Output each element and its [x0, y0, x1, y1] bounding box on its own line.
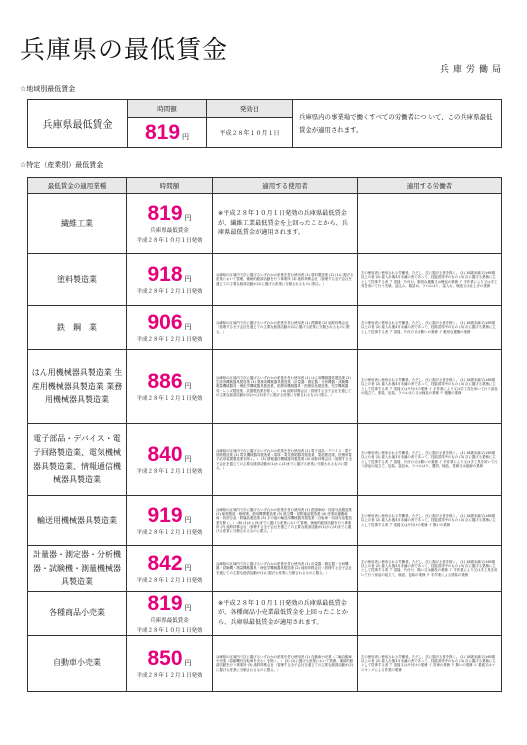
wage-amount: 886 [147, 370, 183, 393]
table-row [28, 350, 502, 424]
effective-date: 平成２８年１２月１日発効 [136, 396, 203, 402]
effective-date: 平成２８年１２月１日発効 [136, 289, 203, 295]
worker-scope: 左の使用者に使用される労働者。ただし、次に掲げる者を除く。 (1) 18歳未満又は65歳以上の者 (2) 雇入れ後3月未満の者であって、技能習得中のもの (3) 次に掲げる業務に主として従事する者 ア 清掃、片付け又は賄いの業務 イ 手作業により又は手工具を用いて行う部品の組立て、包装、袋詰め、ラベルはり、選別、検品、巻線又は組線の業務 [358, 424, 502, 496]
effective-date: 平成２８年１２月１日発効 [136, 672, 203, 679]
table-row [28, 635, 502, 691]
header-industry: 最低賃金の適用業種 [28, 178, 127, 194]
wage-cell [127, 194, 213, 254]
regional-wage-cell [128, 118, 207, 148]
worker-scope: 左の使用者に使用される労働者。ただし、次に掲げる者を除く。 (1) 18歳未満又は65歳以上の者 (2) 雇入れ後3月未満の者であって、技能習得中のもの (3) 次に掲げる業務に主として従事する者 ア 清掃、片付け、軽易な運搬又は梱包の業務 イ 手作業により又は手工具を用いて行う充填、詰込み、箱詰め、ラベルはり、袋入れ、検査又は仕上げの業務 [358, 254, 502, 306]
industry-name: はん用機械器具製造業 生産用機械器具製造業 業務用機械器具製造業 [28, 350, 127, 424]
wage-basis: 兵庫県最低賃金 [150, 617, 189, 624]
industry-name: 各種商品小売業 [28, 591, 127, 635]
employer-scope: 兵庫県の区域内で次に掲げるいずれかの産業を営む使用者 (1) 鉄鋼業 (2) 純粋持株会社（管理する全子会社を通じての主要な経済活動が(1)に掲げる産業に分類されるものに限る。） [213, 306, 358, 350]
industry-name: 輸送用機械器具製造業 [28, 496, 127, 546]
yen-unit: 円 [184, 517, 192, 524]
wage-basis: 兵庫県最低賃金 [150, 228, 189, 234]
wage-amount: 819 [147, 591, 183, 615]
wage-amount: 840 [147, 443, 183, 466]
regional-wage-amount: 819 [144, 121, 181, 144]
wage-cell [127, 306, 213, 350]
effective-date: 平成２８年１２月１日発効 [136, 469, 203, 475]
table-row [28, 496, 502, 546]
yen-unit: 円 [184, 564, 192, 572]
yen-unit: 円 [184, 383, 192, 390]
header-wage: 時間額 [127, 178, 213, 194]
employer-scope: 兵庫県の区域内で次に掲げるいずれかの産業を営む使用者 (1) 鉄道車両・同部分品製造業 (2) 船舶製造・修理業、舶用機関製造業 (3) 航空機・同附属品製造業 (4) 産業用運搬車両・同部分品・附属品製造業 (5) その他の輸送用機械器具製造業（自転車・同部分品製造業を除く。） (6) (1)から(5)までに掲げる産業において管理、補助的経済活動を行う事業所 (7) 純粋持株会社（管理する全子会社を通じての主要な経済活動が(1)から(5)までに掲げる産業に分類されるものに限る。） [213, 496, 358, 546]
effective-date: 平成２８年１０月１日発効 [136, 627, 203, 634]
wage-cell [127, 635, 213, 691]
wage-amount: 842 [147, 551, 183, 575]
wage-cell [127, 424, 213, 496]
page-title: 兵庫県の最低賃金 [20, 35, 229, 64]
agency-name: 兵庫労働局 [439, 65, 505, 75]
yen-unit: 円 [184, 276, 192, 283]
worker-scope [358, 591, 502, 635]
wage-amount: 919 [147, 504, 183, 527]
employer-scope: 兵庫県の区域内で次に掲げるいずれかの産業を営む使用者 (1) はん用機械器具製造業 (2) 生産用機械器具製造業 (3) 業務用機械器具製造業（計量器・測定器・分析機器・試験機・測量機械器具・理化学機械器具製造業、医療用機械器具・医療用品製造業、光学機械器具・レンズ製造業、武器製造業を除く。） (4) 純粋持株会社（管理する全子会社を通じての主要な経済活動が(1)から(3)までに掲げる産業に分類されるものに限る。） [213, 350, 358, 424]
worker-scope: 左の使用者に使用される労働者。ただし、次に掲げる者を除く。 (1) 18歳未満又は65歳以上の者 (2) 雇入れ後3月未満の者であって、技能習得中のもの (3) 次に掲げる業務に主として従事する者 ア 清掃又は片付けの業務 イ 手作業により又は手工具を用いて行う部品の組立て、塗装、包装、ラベルはり又は検品の業務 ウ 運搬の業務 [358, 350, 502, 424]
effective-date: 平成２８年１２月１日発効 [136, 530, 203, 536]
table-row [28, 306, 502, 350]
industry-name: 電子部品・デバイス・電子回路製造業、電気機械器具製造業、情報通信機械器具製造業 [28, 424, 127, 496]
specific-section-heading: ☆特定（産業別）最低賃金 [20, 161, 104, 169]
wage-cell [127, 591, 213, 635]
worker-scope: 左の使用者に使用される労働者。ただし、次に掲げる者を除く。 (1) 18歳未満又は65歳以上の者 (2) 雇入れ後3月未満の者であって、技能習得中のもの (3) 次に掲げる業務に主として従事する者 ア 清掃、片付け又は賄いの業務 イ 軽易な運搬の業務 [358, 306, 502, 350]
wage-cell [127, 350, 213, 424]
industry-name: 計量器・測定器・分析機器・試験機・測量機械器具製造業 [28, 546, 127, 592]
table-row [28, 424, 502, 496]
table-row [28, 254, 502, 306]
regional-yen-unit: 円 [182, 134, 190, 141]
yen-unit: 円 [184, 215, 192, 222]
wage-amount: 850 [147, 646, 183, 670]
wage-cell [127, 496, 213, 546]
regional-wage-note: 兵庫県内の事業場で働くすべての労働者につ いて、この兵庫県最低賃金が適用されます。 [293, 100, 502, 148]
worker-scope: 左の使用者に使用される労働者。ただし、次に掲げる者を除く。 (1) 18歳未満又は65歳以上の者 (2) 雇入れ後3月未満の者であって、技能習得中のもの (3) 次に掲げる業務に主として従事する者 ア 清掃、片付け、賄い又は雑役の業務 イ 手作業により又は手工具を用いて行う部品の組立て、検査、包装の業務 ウ 手作業による塗装の業務 [358, 546, 502, 592]
industry-name: 塗料製造業 [28, 254, 127, 306]
yen-unit: 円 [184, 324, 192, 331]
industry-name: 繊維工業 [28, 194, 127, 254]
table-row [28, 194, 502, 254]
wage-amount: 819 [147, 202, 183, 225]
worker-scope: 左の使用者に使用される労働者。ただし、次に掲げる者を除く。 (1) 18歳未満又は65歳以上の者 (2) 雇入れ後3月未満の者であって、技能習得中のもの (3) 次に掲げる業務に主として従事する者 ア 清掃又は片付けの業務 イ 賄いの業務 [358, 496, 502, 546]
industry-name: 鉄 鋼 業 [28, 306, 127, 350]
table-row [28, 546, 502, 592]
wage-amount: 918 [147, 263, 183, 286]
worker-scope: 左の使用者に使用される労働者。ただし、次に掲げる者を除く。 (1) 18歳未満又は65歳以上の者 (2) 雇入れ後3月未満の者であって、技能習得中のもの (3) 次に掲げる業務に主として従事する者 ア 清掃又は片付けの業務 イ 洗車の業務 ウ 賄いの業務 エ 看板又はマスキングによる作業の業務 [358, 635, 502, 691]
employer-scope: 兵庫県の区域内で次に掲げるいずれかの産業を営む使用者 (1) 自動車小売業（二輪自動車小売業（原動機付自転車を含む）を除く。） (2) (1)に掲げる産業において管理、補助的経済活動を行う事業所 (3) 純粋持株会社（管理する全子会社を通じての主要な経済活動が(1)に掲げる産業に分類されるものに限る。） [213, 635, 358, 691]
yen-unit: 円 [184, 456, 192, 463]
wage-amount: 906 [147, 311, 183, 334]
yen-unit: 円 [184, 604, 192, 612]
wage-cell [127, 546, 213, 592]
employer-scope: 兵庫県の区域内で次に掲げるいずれかの産業を営む使用者 (1) 計量器・測定器・分析機器・試験機・測量機械器具・理化学機械器具製造業 (2) 純粋持株会社（管理する全子会社を通じての主要な経済活動が(1)に掲げる産業に分類されるものに限る。） [213, 546, 358, 592]
employer-scope: ※平成２８年１０月１日発効の兵庫県最低賃金が、繊維工業最低賃金を上回ったことから、兵庫県最低賃金が適用されます。 [213, 194, 358, 254]
regional-wage-name: 兵庫県最低賃金 [28, 100, 128, 148]
employer-scope: ※平成２８年１０月１日発効の兵庫県最低賃金が、各種商品小売業最低賃金を上回ったことから、兵庫県最低賃金が適用されます。 [213, 591, 358, 635]
regional-effective-date: 平成２８年１０月１日 [207, 118, 293, 148]
yen-unit: 円 [184, 659, 192, 667]
table-row [28, 591, 502, 635]
header-workers: 適用する労働者 [358, 178, 502, 194]
worker-scope [358, 194, 502, 254]
wage-cell [127, 254, 213, 306]
effective-date: 平成２８年１２月１日発効 [136, 337, 203, 343]
effective-date: 平成２８年１０月１日発効 [136, 238, 203, 244]
regional-section-heading: ☆地域別最低賃金 [20, 85, 76, 93]
header-employers: 適用する使用者 [213, 178, 358, 194]
regional-wage-table [27, 99, 502, 148]
industry-name: 自動車小売業 [28, 635, 127, 691]
employer-scope: 兵庫県の区域内で次に掲げるいずれかの産業を営む使用者 (1) 電子部品・デバイス・電子回路製造業 (2) 電気機械器具製造業（電球・電気照明器具製造業、電池製造業、医療用電子応用装置製造業を除く。） (3) 情報通信機械器具製造業 (4) 純粋持株会社（管理する全子会社を通じての主要な経済活動が(1)から(3)までに掲げる産業に分類されるものに限る。） [213, 424, 358, 496]
effective-date: 平成２８年１２月１日発効 [136, 577, 203, 584]
regional-wage-header: 時間額 [128, 100, 207, 118]
employer-scope: 兵庫県の区域内で次に掲げるいずれかの産業を営む使用者 (1) 塗料製造業 (2) (1)に掲げる産業において管理、補助的経済活動を行う事業所 (3) 純粋持株会社（管理する全子会社を通じての主要な経済活動が(1)に掲げる産業に分類されるものに限る。） [213, 254, 358, 306]
specific-wage-table [27, 177, 502, 692]
regional-date-header: 発効日 [207, 100, 293, 118]
